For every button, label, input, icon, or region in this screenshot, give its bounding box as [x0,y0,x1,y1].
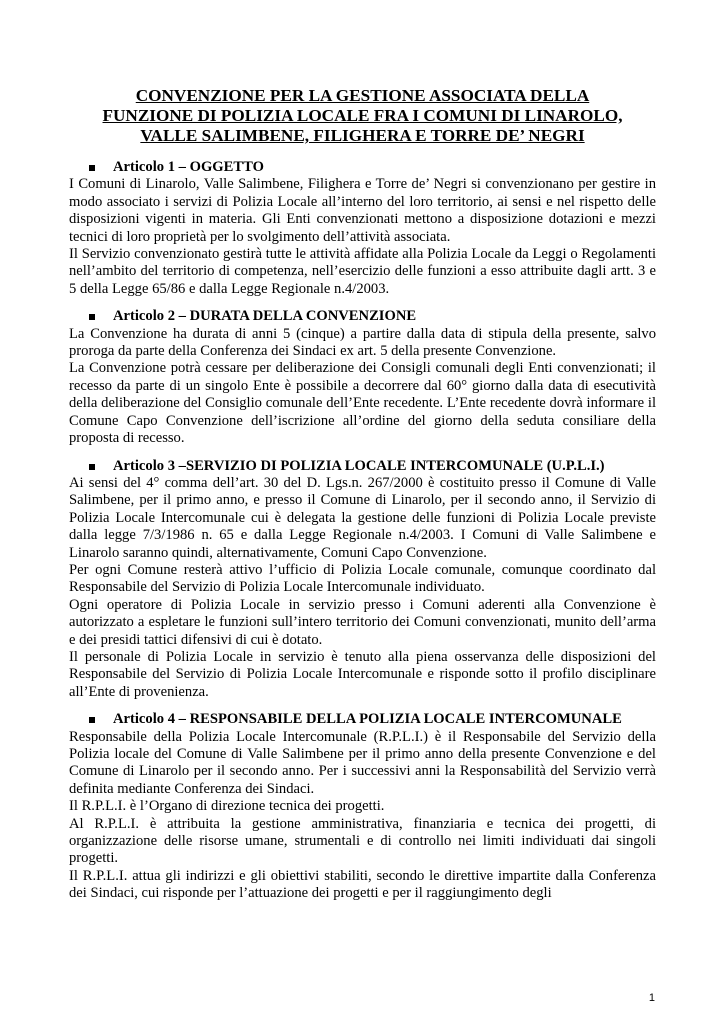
article-heading-text: Articolo 3 –SERVIZIO DI POLIZIA LOCALE INTERCOMUNALE (U.P.L.I.) [113,457,605,474]
article-heading [69,159,656,176]
document-title [69,86,656,146]
title-line: FUNZIONE DI POLIZIA LOCALE FRA I COMUNI DI LINAROLO, [102,106,623,125]
article-paragraph: La Convenzione potrà cessare per deliberazione dei Consigli comunali degli Enti convenzionati; il recesso da parte di un singolo Ente è possibile a decorrere dal 60° giorno dalla data di esecutività della deliberazione del Consiglio comunale dell’Ente recedente. L’Ente recedente dovrà informare il Comune Capo Convenzione dell’iscrizione all’ordine del giorno della seduta consiliare della proposta di recesso. [69,360,656,447]
article-paragraph: Il R.P.L.I. è l’Organo di direzione tecnica dei progetti. [69,798,385,815]
article-paragraph: Ai sensi del 4° comma dell’art. 30 del D. Lgs.n. 267/2000 è costituito presso il Comune di Valle Salimbene, per il primo anno, e presso il Comune di Linarolo, per il secondo anno, il Servizio di Polizia Locale Intercomunale cui è delegata la gestione delle funzioni di Polizia Locale previste dalla legge 7/3/1986 n. 65 e dalla Legge Regionale n.4/2003. I Comuni di Valle Salimbene e Linarolo saranno quindi, alternativamente, Comuni Capo Convenzione. [69,474,656,561]
document-page [69,86,656,913]
article-1 [69,159,656,298]
article-paragraph: Per ogni Comune resterà attivo l’ufficio di Polizia Locale comunale, comunque coordinato dal Responsabile del Servizio di Polizia Locale Intercomunale individuato. [69,561,656,596]
article-4 [69,711,656,902]
article-paragraph: I Comuni di Linarolo, Valle Salimbene, Filighera e Torre de’ Negri si convenzionano per gestire in modo associato i servizi di Polizia Locale all’interno del loro territorio, ai sensi e nel rispetto delle disposizioni vigenti in materia. Gli Enti convenzionati mettono a disposizione dotazioni e mezzi tecnici di loro proprietà per lo svolgimento dell’attività associata. [69,176,656,245]
article-paragraph: Il personale di Polizia Locale in servizio è tenuto alla piena osservanza delle disposizioni del Responsabile del Servizio di Polizia Locale Intercomunale e risponde sotto il profilo disciplinare all’Ente di provenienza. [69,648,656,700]
title-line: VALLE SALIMBENE, FILIGHERA E TORRE DE’ NEGRI [140,126,585,145]
article-2 [69,308,656,447]
article-heading [69,458,656,475]
article-heading-text: Articolo 2 – DURATA DELLA CONVENZIONE [113,308,417,325]
article-paragraph: Il R.P.L.I. attua gli indirizzi e gli obiettivi stabiliti, secondo le direttive impartite dalla Conferenza dei Sindaci, cui risponde per l’attuazione dei progetti e per il raggiungimento degli [69,867,656,902]
square-bullet-icon [89,314,95,320]
title-line: CONVENZIONE PER LA GESTIONE ASSOCIATA DELLA [135,86,590,105]
article-paragraph: Il Servizio convenzionato gestirà tutte le attività affidate alla Polizia Locale da Leggi o Regolamenti nell’ambito del territorio di competenza, nell’esercizio delle funzioni a esso attribuite dagli artt. 3 e 5 della Legge 65/86 e dalla Legge Regionale n.4/2003. [69,246,656,297]
square-bullet-icon [89,717,95,723]
article-heading-text: Articolo 1 – OGGETTO [113,159,264,175]
article-heading [69,711,656,728]
article-paragraph: Ogni operatore di Polizia Locale in servizio presso i Comuni aderenti alla Convenzione è autorizzato a espletare le funzioni sull’intero territorio dei Comuni convenzionati, munito dell’arma e dei presidi tattici difensivi di cui è dotato. [69,596,656,648]
page-number: 1 [648,992,655,1004]
article-paragraph: Al R.P.L.I. è attribuita la gestione amministrativa, finanziaria e tecnica dei progetti, di organizzazione delle risorse umane, strumentali e di controllo nei limiti individuati dai singoli progetti. [69,815,656,867]
article-paragraph: Responsabile della Polizia Locale Intercomunale (R.P.L.I.) è il Responsabile del Servizio della Polizia locale del Comune di Valle Salimbene per il primo anno della presente Convenzione e del Comune di Linarolo per il secondo anno. Per i successivi anni la Responsabilità del Servizio verrà definita mediante Conferenza dei Sindaci. [69,728,656,797]
square-bullet-icon [89,464,95,470]
article-3 [69,458,656,702]
square-bullet-icon [89,165,95,171]
article-paragraph: La Convenzione ha durata di anni 5 (cinque) a partire dalla data di stipula della presente, salvo proroga da parte della Conferenza dei Sindaci ex art. 5 della presente Convenzione. [69,325,656,360]
article-heading [69,308,656,325]
article-heading-text: Articolo 4 – RESPONSABILE DELLA POLIZIA LOCALE INTERCOMUNALE [113,711,622,728]
